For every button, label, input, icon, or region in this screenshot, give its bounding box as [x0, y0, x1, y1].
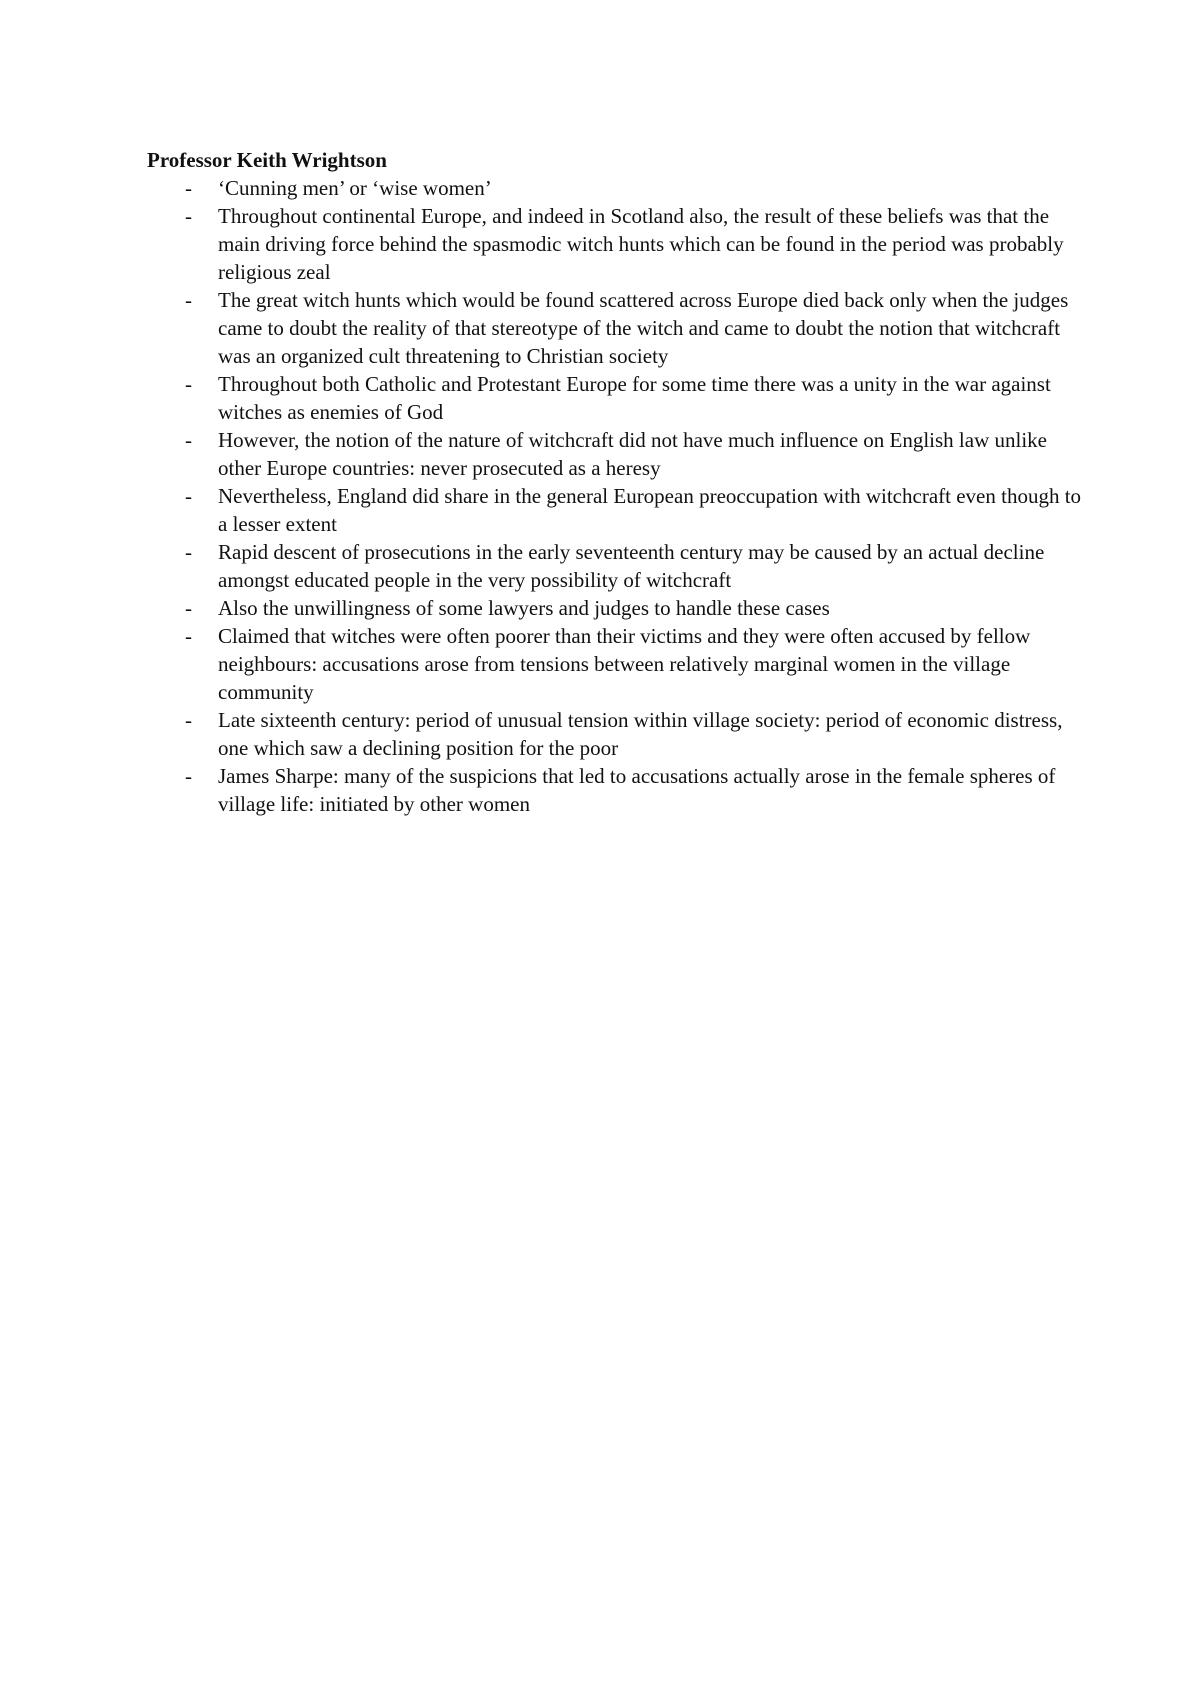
list-item-text: Late sixteenth century: period of unusual tension within village society: period of economic distress, one which saw a declining position for the poor — [218, 708, 1063, 760]
list-item — [147, 202, 1087, 286]
list-item-text: The great witch hunts which would be found scattered across Europe died back only when the judges came to doubt the reality of that stereotype of the witch and came to doubt the notion that witchcraft was an organized cult threatening to Christian society — [218, 288, 1069, 368]
list-item-text: Also the unwillingness of some lawyers and judges to handle these cases — [218, 596, 830, 620]
list-item-text: Nevertheless, England did share in the general European preoccupation with witchcraft even though to a lesser extent — [218, 484, 1082, 536]
bullet-dash: - — [185, 372, 192, 396]
bullet-dash: - — [185, 596, 192, 620]
list-item-text: ‘Cunning men’ or ‘wise women’ — [218, 176, 492, 200]
list-item — [147, 706, 1087, 762]
bullet-dash: - — [185, 204, 192, 228]
list-item — [147, 286, 1087, 370]
list-item-text: Claimed that witches were often poorer than their victims and they were often accused by fellow neighbours: accusations arose from tensions between relatively marginal women in the village community — [218, 624, 1031, 704]
list-item — [147, 594, 1087, 622]
list-item-text: Rapid descent of prosecutions in the early seventeenth century may be caused by an actual decline amongst educated people in the very possibility of witchcraft — [218, 540, 1045, 592]
list-item-text: James Sharpe: many of the suspicions that led to accusations actually arose in the female spheres of village life: initiated by other women — [218, 764, 1056, 816]
bullet-dash: - — [185, 624, 192, 648]
list-item — [147, 426, 1087, 482]
bullet-dash: - — [185, 708, 192, 732]
bullet-dash: - — [185, 764, 192, 788]
list-item — [147, 762, 1087, 818]
list-item — [147, 174, 1087, 202]
list-item-text: Throughout both Catholic and Protestant Europe for some time there was a unity in the war against witches as enemies of God — [218, 372, 1051, 424]
bullet-dash: - — [185, 428, 192, 452]
list-item — [147, 538, 1087, 594]
bullet-dash: - — [185, 484, 192, 508]
bullet-dash: - — [185, 540, 192, 564]
list-item-text: Throughout continental Europe, and indeed in Scotland also, the result of these beliefs was that the main driving force behind the spasmodic witch hunts which can be found in the period was probably religious zeal — [218, 204, 1064, 284]
document-body — [147, 146, 1087, 818]
bullet-dash: - — [185, 176, 192, 200]
bullet-list — [147, 174, 1087, 818]
list-item — [147, 622, 1087, 706]
document-heading: Professor Keith Wrightson — [147, 148, 387, 172]
list-item — [147, 370, 1087, 426]
list-item — [147, 482, 1087, 538]
bullet-dash: - — [185, 288, 192, 312]
list-item-text: However, the notion of the nature of witchcraft did not have much influence on English law unlike other Europe countries: never prosecuted as a heresy — [218, 428, 1047, 480]
